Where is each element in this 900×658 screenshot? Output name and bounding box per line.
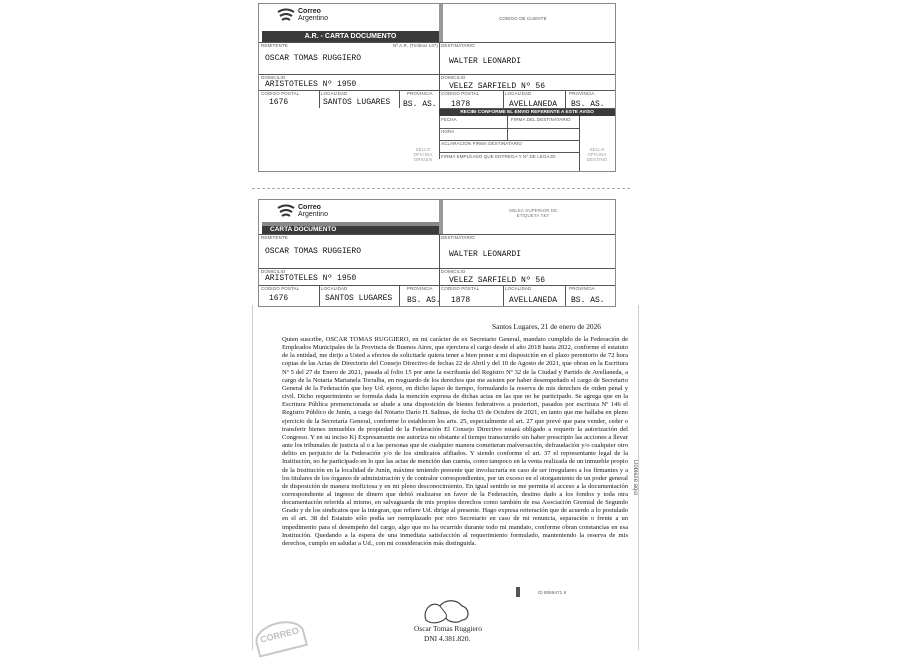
remitente-name: OSCAR TOMAS RUGGIERO (265, 54, 362, 63)
correo-logo-icon-2 (277, 204, 295, 218)
destinatario-label-2: DESTINATARIO (441, 235, 475, 240)
remitente-provincia: BS. AS. (403, 100, 437, 109)
correo-logo-2 (277, 204, 328, 218)
aclaracion-label: ACLARACION FIRMA DESTINATARIO (441, 141, 522, 146)
provincia-label: PROVINCIA (407, 91, 433, 96)
destinatario-cp: 1878 (451, 100, 471, 109)
form2-title-bar (262, 226, 439, 234)
destinatario-domicilio-2: VELEZ SARFIELD Nº 56 (449, 276, 546, 285)
form2-title: CARTA DOCUMENTO (270, 226, 337, 233)
firma-dest-label: FIRMA DEL DESTINATARIO (511, 117, 571, 122)
brand-line2-2: Argentino (298, 211, 328, 218)
sello-destino: SELLO OFICINA DESTINO (586, 147, 608, 162)
sello-origen: SELLO OFICINA ORIGEN (413, 147, 433, 162)
signature-name: Oscar Tomas Ruggiero (414, 624, 482, 633)
fold-label (628, 460, 638, 520)
remitente-cp-2: 1676 (269, 294, 289, 303)
brand-line1: Correo (298, 8, 321, 15)
brand-line1-2: Correo (298, 204, 321, 211)
destinatario-localidad-2: AVELLANEDA (509, 296, 558, 305)
hora-label: HORA (441, 129, 455, 134)
domicilio-label-2: DOMICILIO (261, 269, 286, 274)
margin-mark (516, 587, 520, 597)
fold-label-text: Dobleze aquí (632, 460, 638, 496)
header-gray-2b (439, 200, 443, 234)
correo-logo (277, 8, 328, 22)
fecha-label: FECHA (441, 117, 457, 122)
cp-label-dest: CODIGO POSTAL (441, 91, 480, 96)
cp-label-2-dest: CODIGO POSTAL (441, 286, 480, 291)
remitente-name-2: OSCAR TOMAS RUGGIERO (265, 247, 362, 256)
provincia-label-dest: PROVINCIA (569, 91, 595, 96)
recibi-bar (439, 109, 615, 116)
localidad-label-2: LOCALIDAD (321, 286, 348, 291)
form-title-bar (262, 31, 439, 42)
stamp-text: CORREO (259, 625, 300, 645)
empleado-label: FIRMA EMPLEADO QUE ENTREGA Y Nº DE LEGAJO (441, 154, 556, 159)
signature-image (418, 596, 478, 626)
provincia-label-2: PROVINCIA (407, 286, 433, 291)
cp-label-2: CODIGO POSTAL (261, 286, 300, 291)
destinatario-provincia: BS. AS. (571, 100, 605, 109)
domicilio-label: DOMICILIO (261, 75, 286, 80)
left-edge (252, 305, 253, 650)
client-code-label: CODIGO DE CLIENTE (499, 16, 547, 21)
destinatario-localidad: AVELLANEDA (509, 100, 558, 109)
destinatario-name-2: WALTER LEONARDI (449, 250, 522, 259)
header-gray-block (439, 4, 443, 42)
correo-logo-icon (277, 8, 295, 22)
remitente-label: REMITENTE (261, 43, 288, 48)
destinatario-label: DESTINATARIO (441, 43, 475, 48)
remitente-label-2: REMITENTE (261, 235, 288, 240)
remitente-domicilio: ARISTOTELES Nº 1950 (265, 80, 357, 89)
fold-edge (638, 305, 639, 650)
ar-number-label: Nº A.R. (Timbrar 137) (393, 43, 439, 48)
ar-form (258, 3, 616, 172)
localidad-label-2-dest: LOCALIDAD (505, 286, 532, 291)
letter-date: Santos Lugares, 21 de enero de 2026 (492, 322, 601, 331)
provincia-label-2-dest: PROVINCIA (569, 286, 595, 291)
localidad-label-dest: LOCALIDAD (505, 91, 532, 96)
destinatario-provincia-2: BS. AS. (571, 296, 605, 305)
remitente-domicilio-2: ARISTOTELES Nº 1950 (265, 274, 357, 283)
brand-line2: Argentino (298, 15, 328, 22)
letter-body: Quien suscribe, OSCAR TOMAS RUGGIERO, en mi carácter de ex Secretario General, mandato cumplido de la Federación de Empleados Municipales de la Provincia de Buenos Aires, que ejerciera el cargo desde el año 2018 hasta 2022, conforme el estatuto de la entidad, me dirijo a Usted a efectos de solicitarle quiera tener a bien poner a mi disposición en el plazo perentorio de 72 hora copias de las Actas de Directorio del Consejo Directivo de fechas 22 de Abril y del 10 de Agosto de 2021, que obran en la Escritura Nº 5 del 27 de Enero de 2021, pasada al folio 15 por ante la escribanía del Registro Nº 32 de la Ciudad y Partido de Avellaneda, a cargo de la Notaria Marianela Torralba, en resguardo de los derechos que me asisten por haber desempeñado el cargo de Secretario General de la Federación que hoy Ud. ejerce, en dicho lapso de tiempo, formulando la reserva de mis derechos de orden penal y civil. Dicho requerimiento se formula dada la mención expresa de dichas actas en las que no he participado. Se agrega que en la Escritura Pública premencionada se alude a una disposición de bienes federativos a posteriori, pasados por escritura Nº 146 el Registro Público de Junín, a cargo del Notario Darío H. Salinas, de fecha 03 de Octubre de 2021, en tanto que me hallaba en pleno ejercicio de la Secretaría General, conforme lo establecen los arts. 25, especialmente el art. 27 que prevé que para vender, ceder o transferir bienes inmuebles de propiedad de la Federación El Consejo Directivo estará obligado a requerir la autorización del Congreso. Y en su inciso K) Expresamente me autoriza no obstante el tiempo transcurrido sin haber prescripto las acciones a llevar ante los tribunales de justicia al o a las personas que de cualquier manera cometieran malversación, defraudación y/o cualquier otro delito en perjuicio de la Federación y/o de los sindicatos afiliados. Y siendo conforme el art. 37 el representante legal de la Institución, no he participado en lo que las actas de mención dan cuenta, como tampoco en la venta realizada de un inmueble propio de la Institución en la localidad de Junín, máxime teniendo presente que involucraría en caso de ser irregulares a los firmantes y a los titulares de los órganos de administración y de contralor correspondientes, por un exceso en el otorgamiento de un poder general de disposición de manera inoficiosa y en mi pleno desconocimiento. En igual sentido se me permita el acceso a la documentación correspondiente al ingreso de dinero que debió realizarse en favor de la Federación, destino dado a los fondos y toda otra documentación referida al mismo, en salvaguarda de mis propios derechos como también de esa Asociación Gremial de Segundo Grado y de los sindicatos que la integran, que refiere Ud. dirige al presente. Hago expresa reiteración que de acuerdo a lo postulado en el art. 38 del Estatuto sólo podía ser reemplazado por otro Secretario en caso de mi renuncia, separación o frente a un impedimento para el desempeño del cargo, algo que no ha ocurrido durante todo mi mandato, conforme obran constancias en esa Institución. Quedando a la espera de una inmediata satisfacción al requerimiento formulado, manteniendo la reserva de mis derechos, cumplo en saludar a Ud., con mi consideración más distinguida. (282, 336, 628, 547)
domicilio-label-2-dest: DOMICILIO (441, 269, 466, 274)
cp-label: CODIGO POSTAL (261, 91, 300, 96)
recibi-text: RECIBI CONFORME EL ENVIO REFERENTE A ESTE AVISO (460, 110, 594, 115)
cut-line (252, 188, 630, 189)
remitente-localidad: SANTOS LUGARES (323, 98, 391, 107)
correo-stamp (252, 616, 308, 657)
remitente-provincia-2: BS. AS. (407, 296, 441, 305)
form-title: A.R. - CARTA DOCUMENTO (304, 33, 397, 40)
destinatario-domicilio: VELEZ SARFIELD Nº 56 (449, 82, 546, 91)
oblea-label: OBLEA SUPERIOR DE ETIQUETA T&T (508, 208, 558, 218)
domicilio-label-dest: DOMICILIO (441, 75, 466, 80)
destinatario-cp-2: 1878 (451, 296, 471, 305)
localidad-label: LOCALIDAD (321, 91, 348, 96)
remitente-cp: 1676 (269, 98, 289, 107)
carta-form (258, 199, 616, 307)
destinatario-name: WALTER LEONARDI (449, 57, 522, 66)
signature-dni: DNI 4.381.820. (424, 634, 471, 643)
remitente-localidad-2: SANTOS LUGARES (325, 294, 393, 303)
margin-note: ID 8066471 9 (538, 590, 567, 595)
